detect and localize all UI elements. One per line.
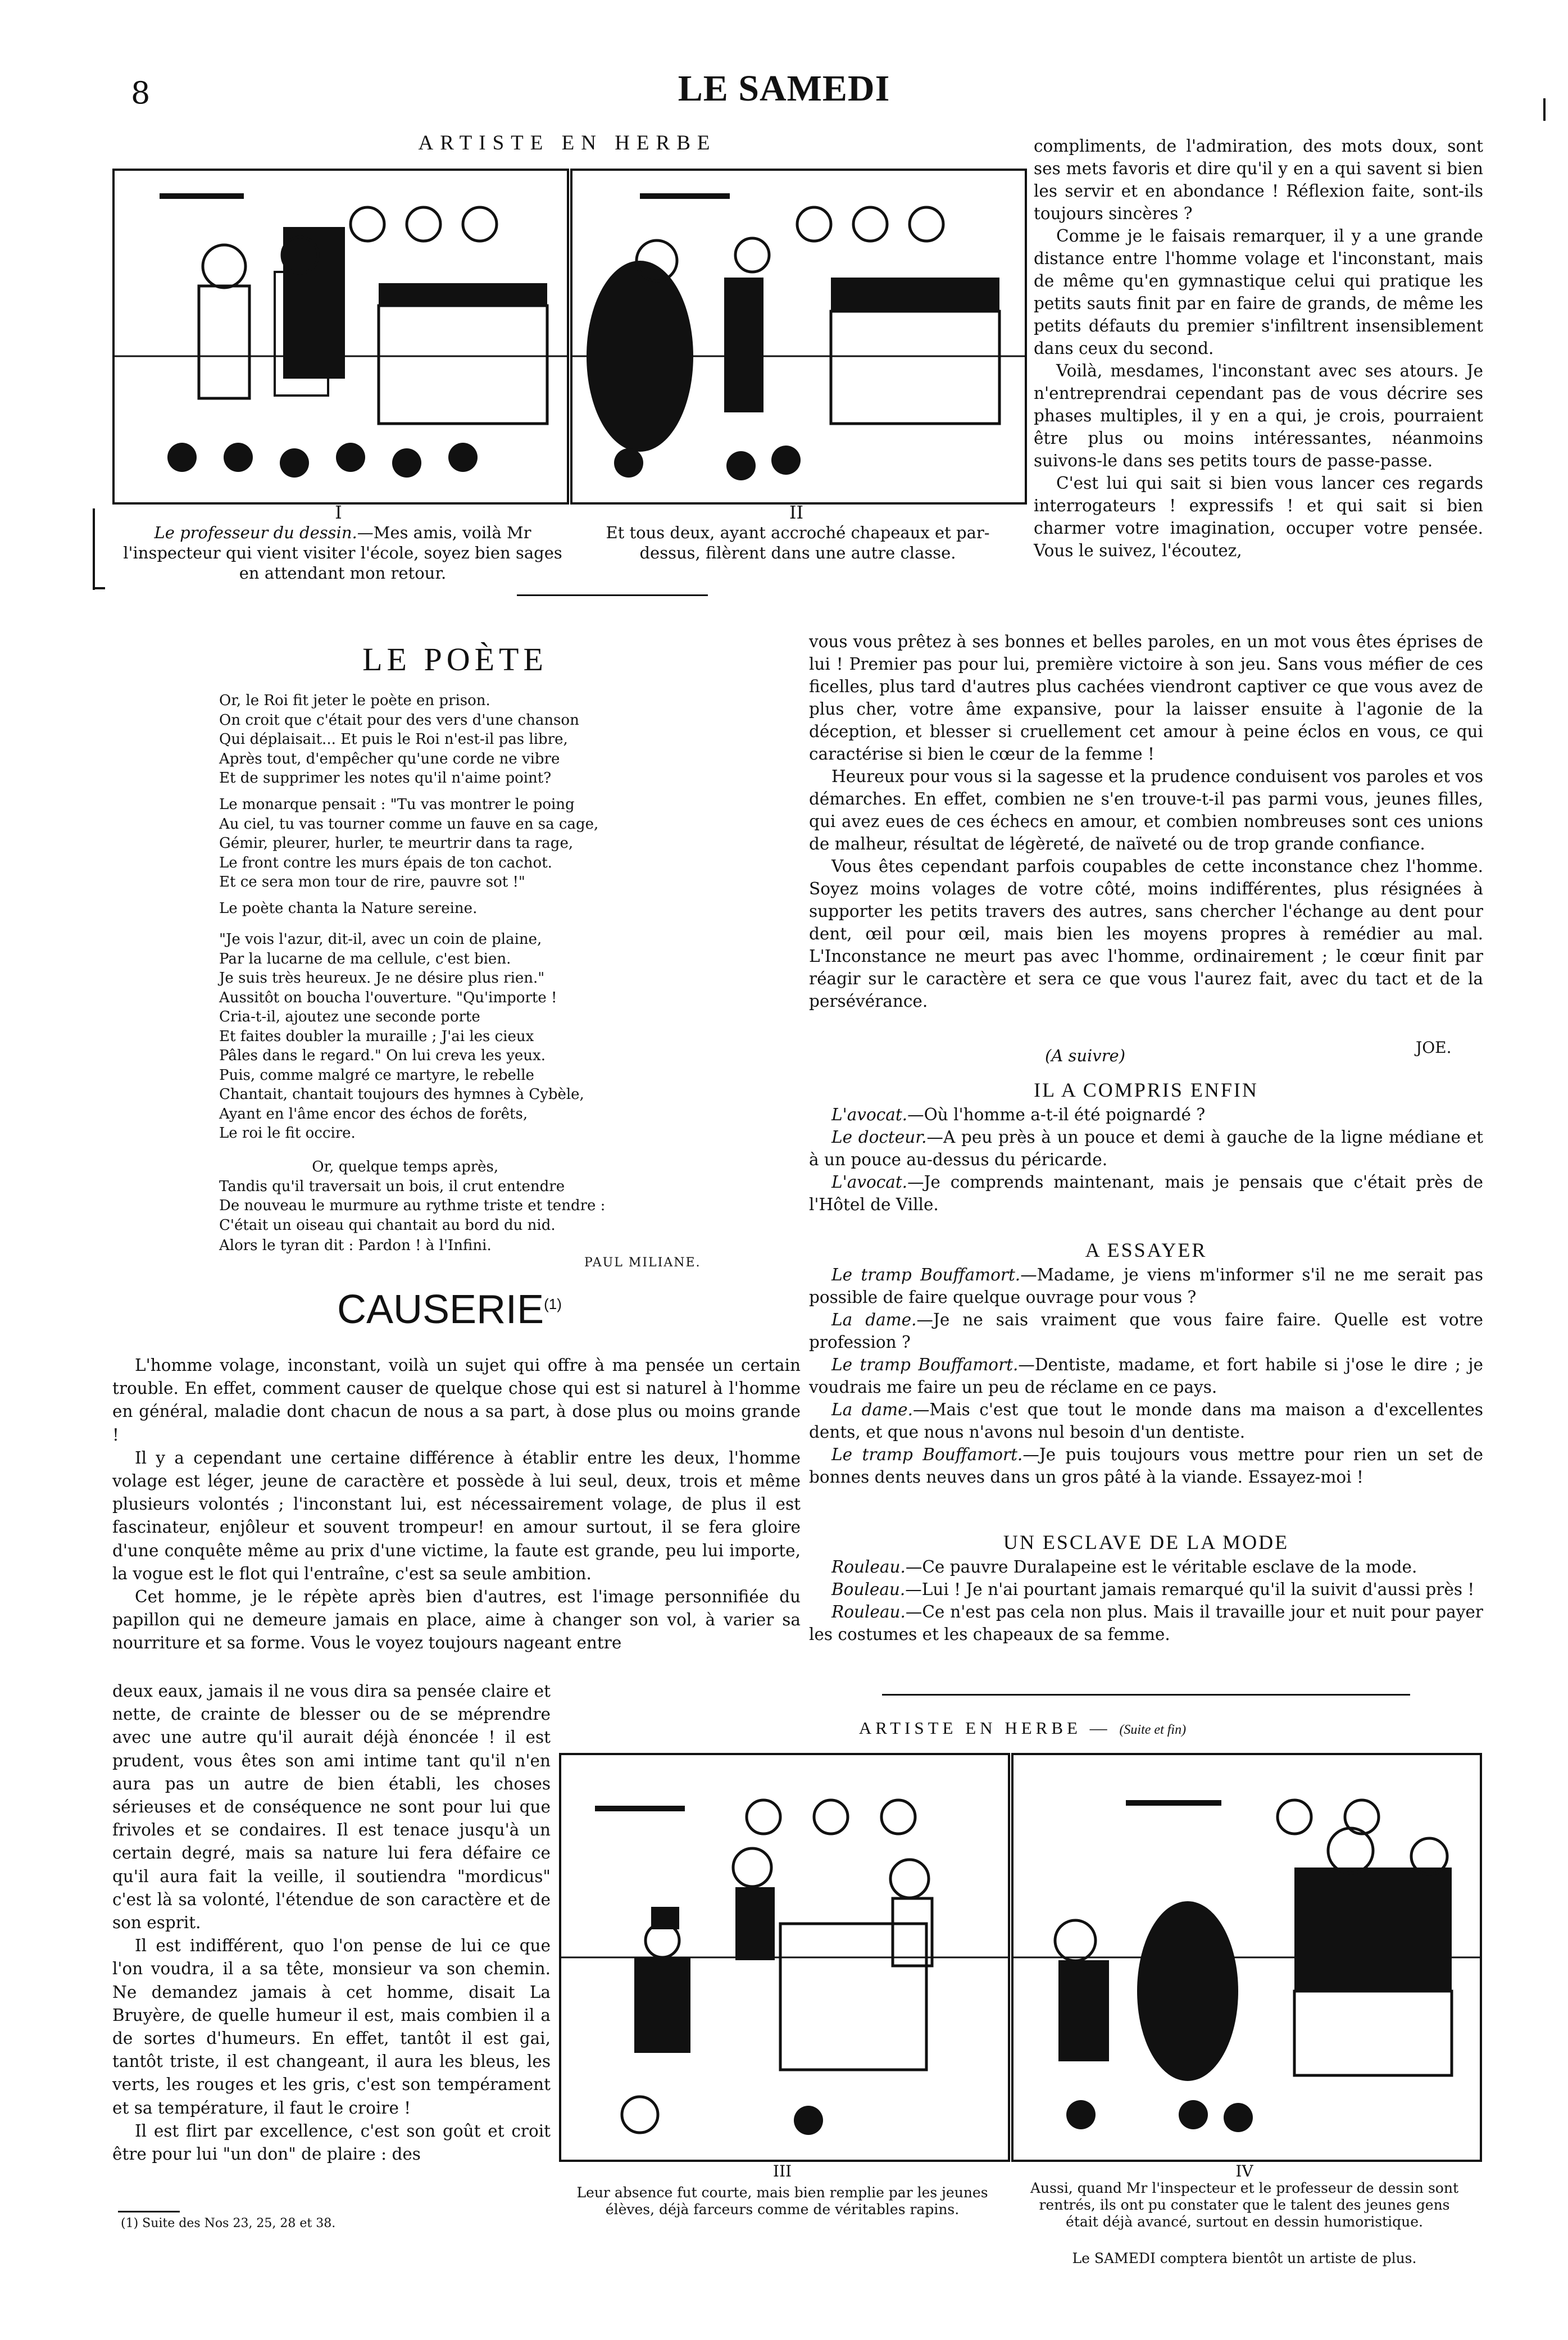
- causerie-paragraph: Comme je le faisais remarquer, il y a une grande distance entre l'homme volage et l'inconstant, mais de même qu'en gymnastique celui qui pratique les petits sauts finit par en faire de grands, de même les petits défauts du premier s'infiltrent insensiblement dans ceux du second.: [1034, 226, 1483, 358]
- joke-2: [809, 1239, 1483, 1488]
- causerie-paragraph: Vous êtes cependant parfois coupables de cette inconstance chez l'homme. Soyez moins volages de votre côté, moins indifférentes, plus résignées à supporter les petits travers des autres, sans chercher l'échange au dent pour dent, œil pour œil, mais bien les moyens propres à remédier au mal. L'Inconstance ne meurt pas avec l'homme, ordinairement ; le cœur finit par réagir sur le caractère et sera ce que vous l'aurez fait, avec du tact et de la persévérance.: [809, 857, 1483, 1011]
- panel-3-number: III: [772, 2162, 792, 2180]
- joke-1: [809, 1079, 1483, 1216]
- poem-author: PAUL MILIANE.: [584, 1256, 701, 1270]
- panel-2-number: II: [789, 502, 804, 523]
- causerie-signature: JOE.: [1416, 1038, 1452, 1057]
- joke-line: Rouleau.—Ce n'est pas cela non plus. Mais il travaille jour et nuit pour payer les costumes et les chapeaux de sa femme.: [809, 1602, 1483, 1644]
- poem-stanza-5: Or, quelque temps après, Tandis qu'il traversait un bois, il crut entendre De nouveau le murmure au rythme triste et tendre : C'était un oiseau qui chantait au bord du nid.: [219, 1158, 606, 1234]
- joke-line: La dame.—Je ne sais vraiment que vous faire faire. Quelle est votre profession ?: [809, 1310, 1483, 1352]
- causerie-paragraph: compliments, de l'admiration, des mots doux, sont ses mets favoris et dire qu'il y en a qui savent si bien les servir et en abondance ! Réflexion faite, sont-ils toujours sincères ?: [1034, 137, 1483, 223]
- poem-stanza-1: Or, le Roi fit jeter le poète en prison. On croit que c'était pour des vers d'une chanson Qui déplaisait... Et puis le Roi n'est-il pas libre, Après tout, d'empêcher qu'une corde ne vibre Et de supprimer les notes qu'il n'aime point?: [219, 692, 579, 787]
- joke-line: Le tramp Bouffamort.—Je puis toujours vous mettre pour rien un set de bonnes dents neuves dans un gros pâté à la viande. Essayez-moi !: [809, 1445, 1483, 1487]
- causerie-lower-right-block: [809, 630, 1483, 1012]
- joke-title: IL A COMPRIS ENFIN: [1034, 1079, 1258, 1101]
- poem-stanza-2: Le monarque pensait : "Tu vas montrer le poing Au ciel, tu vas tourner comme un fauve en sa cage, Gémir, pleurer, hurler, te meurtrir dans ta rage, Le front contre les murs épais de ton cachot. Et ce sera mon tour de rire, pauvre sot !": [219, 796, 599, 890]
- comic-panel-2: [570, 169, 1027, 505]
- comic-bottom-title-text: ARTISTE EN HERBE —: [858, 1718, 1111, 1738]
- causerie-paragraph: Heureux pour vous si la sagesse et la prudence conduisent vos paroles et vos démarches. En effet, combien ne s'en trouve-t-il pas parmi vous, jeunes filles, qui avez eues de ces échecs en amour, et combien nombreuses sont ces unions de malheur, résultat de légèreté, de naïveté ou de trop grande confiance.: [809, 767, 1483, 853]
- joke-title: UN ESCLAVE DE LA MODE: [1003, 1531, 1289, 1553]
- joke-line: Le tramp Bouffamort.—Madame, je viens m'informer s'il ne me serait pas possible de faire quelque ouvrage pour vous ?: [809, 1265, 1484, 1307]
- panel-2-caption: Et tous deux, ayant accroché chapeaux et par-dessus, filèrent dans une autre classe.: [606, 523, 990, 562]
- joke-line: Le tramp Bouffamort.—Dentiste, madame, et fort habile si j'ose le dire ; je voudrais me faire un peu de réclame en ce pays.: [809, 1355, 1483, 1397]
- panel-1-caption-speaker: Le professeur du dessin.: [154, 523, 357, 542]
- panel-4-number: IV: [1235, 2162, 1253, 2180]
- poem-stanza-3: Le poète chanta la Nature sereine.: [219, 900, 478, 917]
- panel-3-caption: Leur absence fut courte, mais bien remplie par les jeunes élèves, déjà farceurs comme de véritables rapins.: [576, 2184, 988, 2218]
- comic-bottom-title: [562, 1718, 1483, 1738]
- poem-stanza-4: "Je vois l'azur, dit-il, avec un coin de plaine, Par la lucarne de ma cellule, c'est bien. Je suis très heureux. Je ne désire plus rien." Aussitôt on boucha l'ouverture. "Qu'importe ! Cria-t-il, ajoutez une seconde porte Et faites doubler la muraille ; J'ai les cieux Pâles dans le regard." On lui creva les yeux. Puis, comme malgré ce martyre, le rebelle Chantait, chantait toujours des hymnes à Cybèle, Ayant en l'âme encor des échos de forêts, Le roi le fit occire.: [219, 931, 584, 1142]
- causerie-paragraph: L'homme volage, inconstant, voilà un sujet qui offre à ma pensée un certain trouble. En effet, comment causer de quelque chose qui est si naturel à l'homme en général, maladie dont chacun de nous a sa part, à dose plus ou moins grande !: [112, 1356, 801, 1444]
- comic-panel-1: [112, 169, 569, 505]
- causerie-paragraph: Voilà, mesdames, l'inconstant avec ses atours. Je n'entreprendrai cependant pas de vous décrire ses phases multiples, il y en a qui, je crois, pourraient être plus ou moins intéressantes, néanmoins suivons-le dans ses petits tours de passe-passe.: [1034, 361, 1483, 470]
- joke-line: L'avocat.—Où l'homme a-t-il été poignardé ?: [831, 1105, 1206, 1124]
- comic-bottom-title-suffix: (Suite et fin): [1119, 1723, 1187, 1737]
- causerie-paragraph: C'est lui qui sait si bien vous lancer ces regards interrogateurs ! expressifs ! et qui sait si bien charmer votre imagination, occuper votre pensée. Vous le suivez, l'écoutez,: [1034, 474, 1483, 560]
- comic-panel-3: [559, 1753, 1010, 2162]
- joke-3: [809, 1531, 1483, 1646]
- right-edge-mark: [1543, 98, 1546, 121]
- margin-bracket: [93, 508, 95, 590]
- causerie-paragraph: Cet homme, je le répète après bien d'autres, est l'image personnifiée du papillon qui ne demeure jamais en place, aime à changer son vol, à varier sa nourriture et sa forme. Vous le voyez toujours nageant entre: [112, 1587, 801, 1653]
- causerie-right-block: [1034, 135, 1483, 562]
- causerie-title: CAUSERIE: [337, 1287, 544, 1332]
- causerie-heading: [337, 1287, 562, 1333]
- causerie-paragraph: Il y a cependant une certaine différence à établir entre les deux, l'homme volage est léger, jeune de caractère et possède à lui seul, deux, trois et même plusieurs volontés ; l'inconstant lui, est nécessairement volage, de plus il est fascinateur, enjôleur et souvent trompeur! en amour surtout, il se fera gloire d'une conquête même au prix d'une victime, la faute est grande, peu lui importe, la vogue est le flot qui l'entraîne, c'est sa seule ambition.: [112, 1448, 801, 1583]
- causerie-paragraph: vous vous prêtez à ses bonnes et belles paroles, en un mot vous êtes éprises de lui ! Premier pas pour lui, première victoire à son jeu. Sans vous méfier de ces ficelles, plus tard d'autres plus cachées viendront captiver ce que vous avez de plus cher, votre âme expansive, pour la laisser ensuite à l'agonie de la déception, et blesser si cruellement cet amour à peine éclos en vous, ce qui caractérise si bien le cœur de la femme !: [809, 632, 1483, 764]
- poem-stanza-6: Alors le tyran dit : Pardon ! à l'Infini.: [219, 1237, 492, 1254]
- poem-title: LE POÈTE: [362, 641, 548, 678]
- causerie-to-follow: (A suivre): [1045, 1046, 1126, 1065]
- joke-line: Bouleau.—Lui ! Je n'ai pourtant jamais remarqué qu'il la suivit d'aussi près !: [831, 1580, 1475, 1599]
- causerie-wide-block: [112, 1354, 801, 1655]
- panel-1-caption: [121, 522, 565, 583]
- causerie-paragraph: Il est flirt par excellence, c'est son goût et croit être pour lui "un don" de plaire : des: [112, 2121, 551, 2164]
- separator-rule: [882, 1694, 1410, 1696]
- panel-2-illustration: [572, 171, 1025, 502]
- panel-4-caption: Aussi, quand Mr l'inspecteur et le professeur de dessin sont rentrés, ils ont pu constater que le talent des jeunes gens était déjà avancé, surtout en dessin humoristique.: [1030, 2180, 1458, 2230]
- panel-1-number: I: [335, 502, 342, 523]
- panel-3-illustration: [561, 1755, 1008, 2160]
- causerie-paragraph: deux eaux, jamais il ne vous dira sa pensée claire et nette, de crainte de blesser ou de se méprendre avec une autre qu'il aurait déjà énoncée ! il est prudent, vous êtes son ami intime tant qu'il n'en aura pas un autre de bien établi, les choses sérieuses et de conséquence ne sont pour lui que frivoles et se condaires. Il est tenace jusqu'à un certain degré, mais sa nature lui fera défaire ce qu'il aura fait la veille, il soutiendra "mordicus" c'est là sa volonté, l'étendue de son caractère et de son esprit.: [112, 1682, 551, 1933]
- footnote-rule: [118, 2211, 180, 2212]
- joke-line: Rouleau.—Ce pauvre Duralapeine est le véritable esclave de la mode.: [831, 1557, 1417, 1576]
- panel-4-closing: Le SAMEDI comptera bientôt un artiste de plus.: [1072, 2250, 1417, 2266]
- comic-top-title: ARTISTE EN HERBE: [418, 131, 717, 155]
- panel-4-illustration: [1013, 1755, 1480, 2160]
- panel-1-caption-text: —Mes amis, voilà Mr l'inspecteur qui vient visiter l'école, soyez bien sages en attendant mon retour.: [123, 523, 562, 583]
- causerie-paragraph: Il est indifférent, quo l'on pense de lui ce que l'on voudra, il a sa tête, monsieur va son chemin. Ne demandez jamais à cet homme, disait La Bruyère, de quelle humeur il est, mais combien il a de sortes d'humeurs. En effet, tantôt il est gai, tantôt triste, il est changeant, il aura les bleus, les verts, les rouges et les gris, c'est son tempérament et sa température, il faut le croire !: [112, 1936, 551, 2118]
- joke-line: Le docteur.—A peu près à un pouce et demi à gauche de la ligne médiane et à un pouce au-dessus du péricarde.: [809, 1128, 1483, 1169]
- comic-panel-4: [1011, 1753, 1482, 2162]
- margin-bracket-tick: [93, 587, 105, 589]
- causerie-footnote: (1) Suite des Nos 23, 25, 28 et 38.: [121, 2216, 336, 2230]
- joke-line: La dame.—Mais c'est que tout le monde dans ma maison a d'excellentes dents, et que nous n'avons nul besoin d'un dentiste.: [809, 1400, 1484, 1442]
- causerie-title-note: (1): [544, 1296, 562, 1312]
- separator-rule: [517, 594, 708, 596]
- joke-title: A ESSAYER: [1085, 1239, 1207, 1261]
- journal-title: LE SAMEDI: [678, 68, 890, 109]
- joke-line: L'avocat.—Je comprends maintenant, mais je pensais que c'était près de l'Hôtel de Ville.: [809, 1173, 1483, 1214]
- panel-1-illustration: [115, 171, 567, 502]
- causerie-narrow-block: [112, 1680, 551, 2166]
- page-number: 8: [131, 75, 151, 111]
